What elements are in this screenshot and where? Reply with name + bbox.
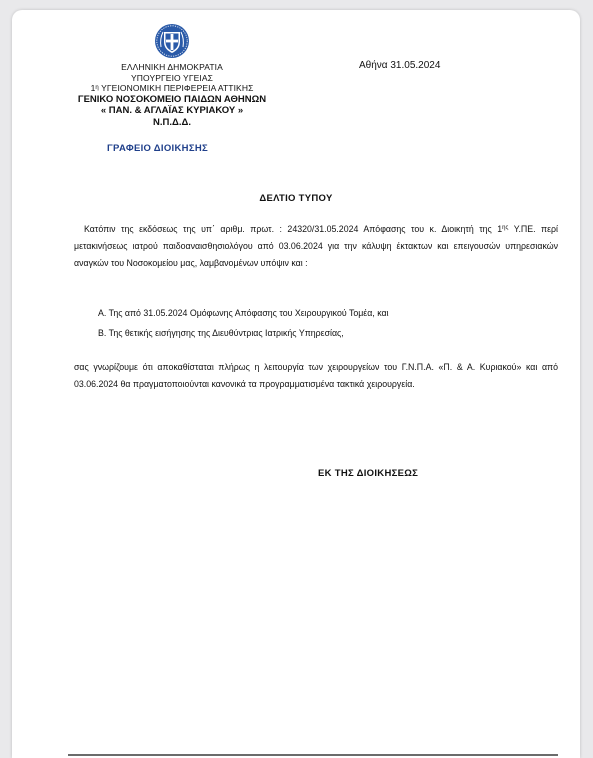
office-label: ΓΡΑΦΕΙΟ ΔΙΟΙΚΗΣΗΣ [107, 143, 208, 154]
signature-label: ΕΚ ΤΗΣ ΔΙΟΙΚΗΣΕΩΣ [318, 468, 419, 479]
document-date: Αθήνα 31.05.2024 [359, 60, 441, 71]
hospital-label: ΓΕΝΙΚΟ ΝΟΣΟΚΟΜΕΙΟ ΠΑΙΔΩΝ ΑΘΗΝΩΝ [77, 93, 267, 105]
bottom-divider [68, 754, 558, 756]
list-item: Α. Της από 31.05.2024 Ομόφωνης Απόφασης του Χειρουργικού Τομέα, και [98, 308, 389, 318]
body-paragraph-1: Κατόπιν της εκδόσεως της υπ΄ αριθμ. πρωτ. : 24320/31.05.2024 Απόφασης του κ. Διοικητή της $1^{\eta\varsigma}$ Υ.ΠΕ. περί μετακινήσεως ιατρού παιδοαναισθησιολόγου από 03.06.2024 για την κάλυψη έκτακτων και επειγουσών υπηρεσιακών αναγκών του Νοσοκομείου μας, λαμβανομένων υπόψιν και : [74, 224, 558, 268]
page-title: ΔΕΛΤΙΟ ΤΥΠΟΥ [259, 193, 333, 204]
legal-form-label: Ν.Π.Δ.Δ. [153, 116, 191, 128]
body-paragraph-2: σας γνωρίζουμε ότι αποκαθίσταται πλήρως η λειτουργία των χειρουργείων του Γ.Ν.Π.Α. «Π. & Α. Κυριακού» και από 03.06.2024 θα πραγματοποιούνται κανονικά τα προγραμματισμένα τακτικά χειρουργεία. [74, 362, 558, 389]
list-item: Β. Της θετικής εισήγησης της Διευθύντριας Ιατρικής Υπηρεσίας, [98, 328, 344, 338]
hospital-name-label: « ΠΑΝ. & ΑΓΛΑΪΑΣ ΚΥΡΙΑΚΟΥ » [100, 105, 244, 116]
header-block [42, 62, 302, 128]
republic-label: ΕΛΛΗΝΙΚΗ ΔΗΜΟΚΡΑΤΙΑ [121, 62, 223, 72]
document-page [12, 10, 580, 758]
greek-coat-of-arms-icon [154, 23, 190, 59]
health-region-label: $1^\eta$ ΥΓΕΙΟΝΟΜΙΚΗ ΠΕΡΙΦΕΡΕΙΑ ΑΤΤΙΚΗΣ [90, 83, 254, 93]
ministry-label: ΥΠΟΥΡΓΕΙΟ ΥΓΕΙΑΣ [131, 72, 213, 83]
